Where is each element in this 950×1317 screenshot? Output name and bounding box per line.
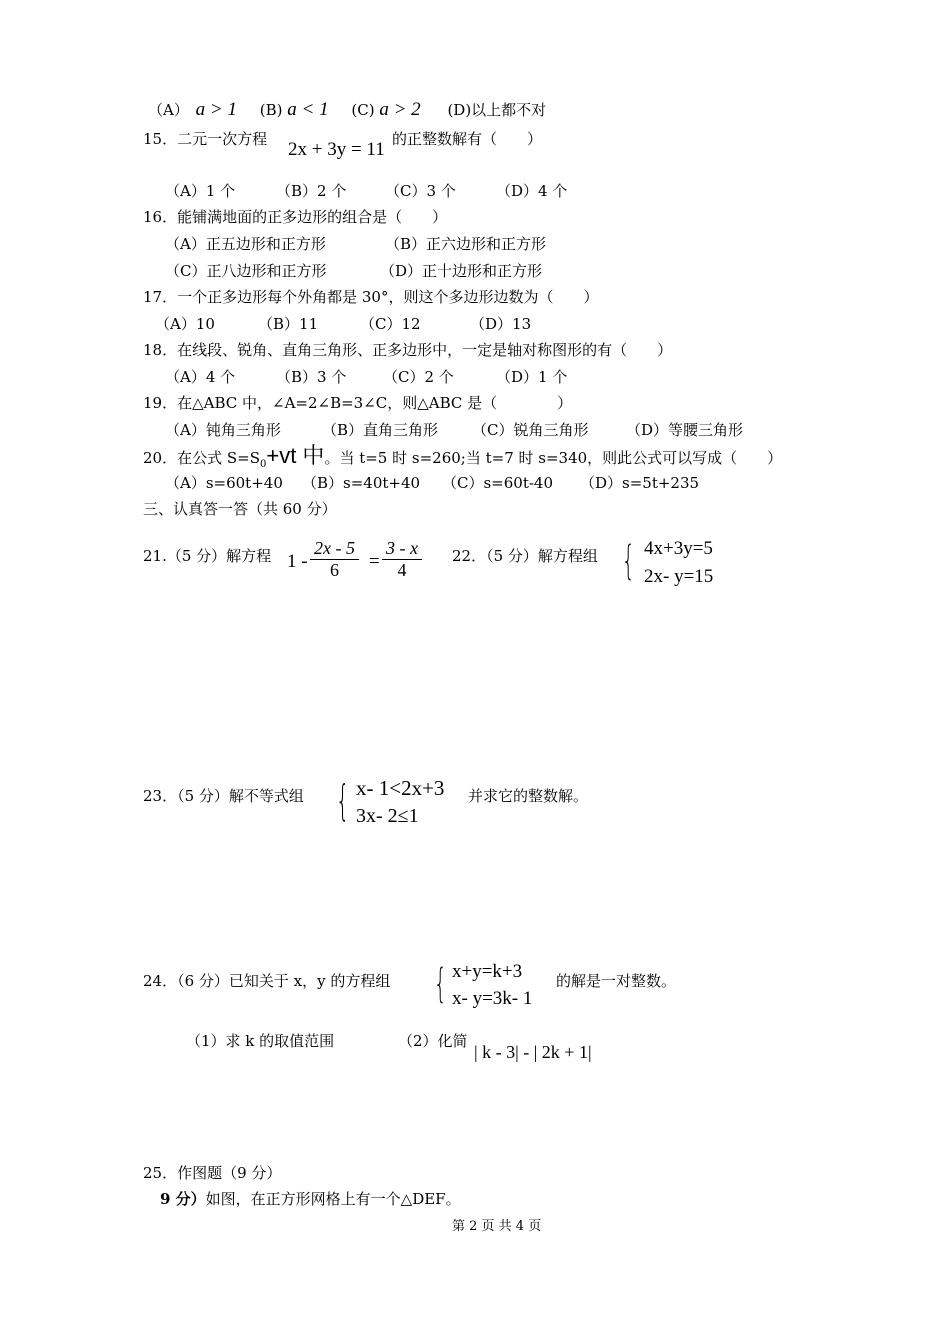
q17-option-a: （A）10	[155, 315, 215, 333]
q20-stem	[143, 443, 783, 475]
q21-fraction-1	[310, 538, 359, 581]
q14-option-b-label: (B)	[259, 101, 283, 119]
q24-equation-1: x+y=k+3	[452, 961, 523, 982]
page-footer: 第 2 页 共 4 页	[452, 1219, 542, 1234]
q14-option-c-label: (C)	[351, 101, 375, 119]
q21-label: 21.（5 分）解方程	[143, 547, 272, 565]
q16-option-a: （A）正五边形和正方形	[165, 235, 326, 253]
q15-option-c: （C）3 个	[385, 182, 456, 200]
q16-option-d: （D）正十边形和正方形	[380, 262, 543, 280]
q24-label: 24．（6 分）已知关于 x，y 的方程组	[143, 972, 391, 990]
q22-equation-1: 4x+3y=5	[644, 538, 713, 559]
q21-lead: 1 -	[287, 551, 308, 572]
q16-stem: 16．能铺满地面的正多边形的组合是（ ）	[143, 208, 448, 226]
q24-brace: {	[434, 961, 447, 1007]
q21-frac2-numerator: 3 - x	[386, 538, 418, 558]
q21-equals: =	[369, 551, 380, 572]
q19-option-c: （C）锐角三角形	[472, 421, 589, 439]
q14-option-d: (D)以上都不对	[447, 101, 547, 119]
q21-fraction-2	[382, 538, 422, 581]
q14-option-a-label: （A）	[148, 101, 189, 119]
q20-option-d: （D）s=5t+235	[580, 474, 700, 492]
q14-options	[148, 100, 546, 120]
q20-option-c: （C）s=60t-40	[442, 474, 554, 492]
q17-option-d: （D）13	[470, 315, 532, 333]
q18-stem: 18．在线段、锐角、直角三角形、正多边形中，一定是轴对称图形的有（ ）	[143, 341, 673, 359]
q16-option-b: （B）正六边形和正方形	[385, 235, 547, 253]
q19-option-a: （A）钝角三角形	[165, 421, 281, 439]
q15-option-d: （D）4 个	[496, 182, 568, 200]
q15-option-a: （A）1 个	[165, 182, 236, 200]
q24-sub-2-math: | k - 3| - | 2k + 1|	[474, 1042, 592, 1062]
q25-body-line	[160, 1189, 461, 1209]
q15-option-b: （B）2 个	[276, 182, 347, 200]
section-3-heading: 三、认真答一答（共 60 分）	[143, 500, 337, 518]
q25-title: 25．作图题（9 分）	[143, 1164, 282, 1182]
q19-option-d: （D）等腰三角形	[626, 421, 744, 439]
q20-stem-pre: 20．在公式 S=S	[143, 449, 260, 467]
q23-inequality-2: 3x- 2≤1	[356, 805, 419, 827]
q15-stem-pre: 15．二元一次方程	[143, 130, 268, 148]
q17-option-c: （C）12	[360, 315, 421, 333]
q23-label: 23．（5 分）解不等式组	[143, 787, 304, 805]
q19-option-b: （B）直角三角形	[322, 421, 439, 439]
q24-equation-2: x- y=3k- 1	[452, 988, 533, 1009]
q20-option-b: （B）s=40t+40	[302, 474, 421, 492]
q22-brace: {	[622, 538, 635, 584]
q19-stem: 19．在△ABC 中，∠A=2∠B=3∠C，则△ABC 是（ ）	[143, 394, 573, 412]
q16-option-c: （C）正八边形和正方形	[165, 262, 327, 280]
q22-label: 22．（5 分）解方程组	[452, 547, 598, 565]
q18-option-d: （D）1 个	[496, 368, 568, 386]
q21-frac1-denominator: 6	[329, 560, 339, 580]
q23-inequality-1: x- 1<2x+3	[356, 776, 445, 800]
q14-option-c-math: a > 2	[379, 99, 421, 120]
q25-bold-part: 9 分）	[160, 1190, 206, 1208]
q15-stem-math: 2x + 3y = 11	[288, 139, 385, 160]
q20-stem-big: +vt 中	[266, 443, 325, 468]
q14-option-b-math: a < 1	[287, 99, 329, 120]
q20-stem-sub: 0	[259, 459, 267, 470]
q23-post: 并求它的整数解。	[468, 787, 589, 805]
q20-stem-post: 。当 t=5 时 s=260;当 t=7 时 s=340，则此公式可以写成（ ）	[324, 449, 783, 467]
q24-sub-1: （1）求 k 的取值范围	[186, 1032, 335, 1050]
q21-frac1-numerator: 2x - 5	[314, 538, 355, 558]
q17-option-b: （B）11	[258, 315, 319, 333]
q24-sub-2: （2）化简	[398, 1032, 468, 1050]
q18-option-b: （B）3 个	[276, 368, 347, 386]
q18-option-c: （C）2 个	[383, 368, 454, 386]
q21-frac2-denominator: 4	[397, 560, 407, 580]
q18-option-a: （A）4 个	[165, 368, 236, 386]
q14-option-a-math: a > 1	[195, 99, 237, 120]
q24-post: 的解是一对整数。	[556, 972, 677, 990]
q15-stem-post: 的正整数解有（ ）	[392, 130, 543, 148]
q20-option-a: （A）s=60t+40	[165, 474, 283, 492]
q25-body: 如图，在正方形网格上有一个△DEF。	[205, 1190, 461, 1208]
q23-brace: {	[336, 776, 350, 825]
q22-equation-2: 2x- y=15	[644, 566, 714, 587]
q17-stem: 17．一个正多边形每个外角都是 30°，则这个多边形边数为（ ）	[143, 288, 599, 306]
